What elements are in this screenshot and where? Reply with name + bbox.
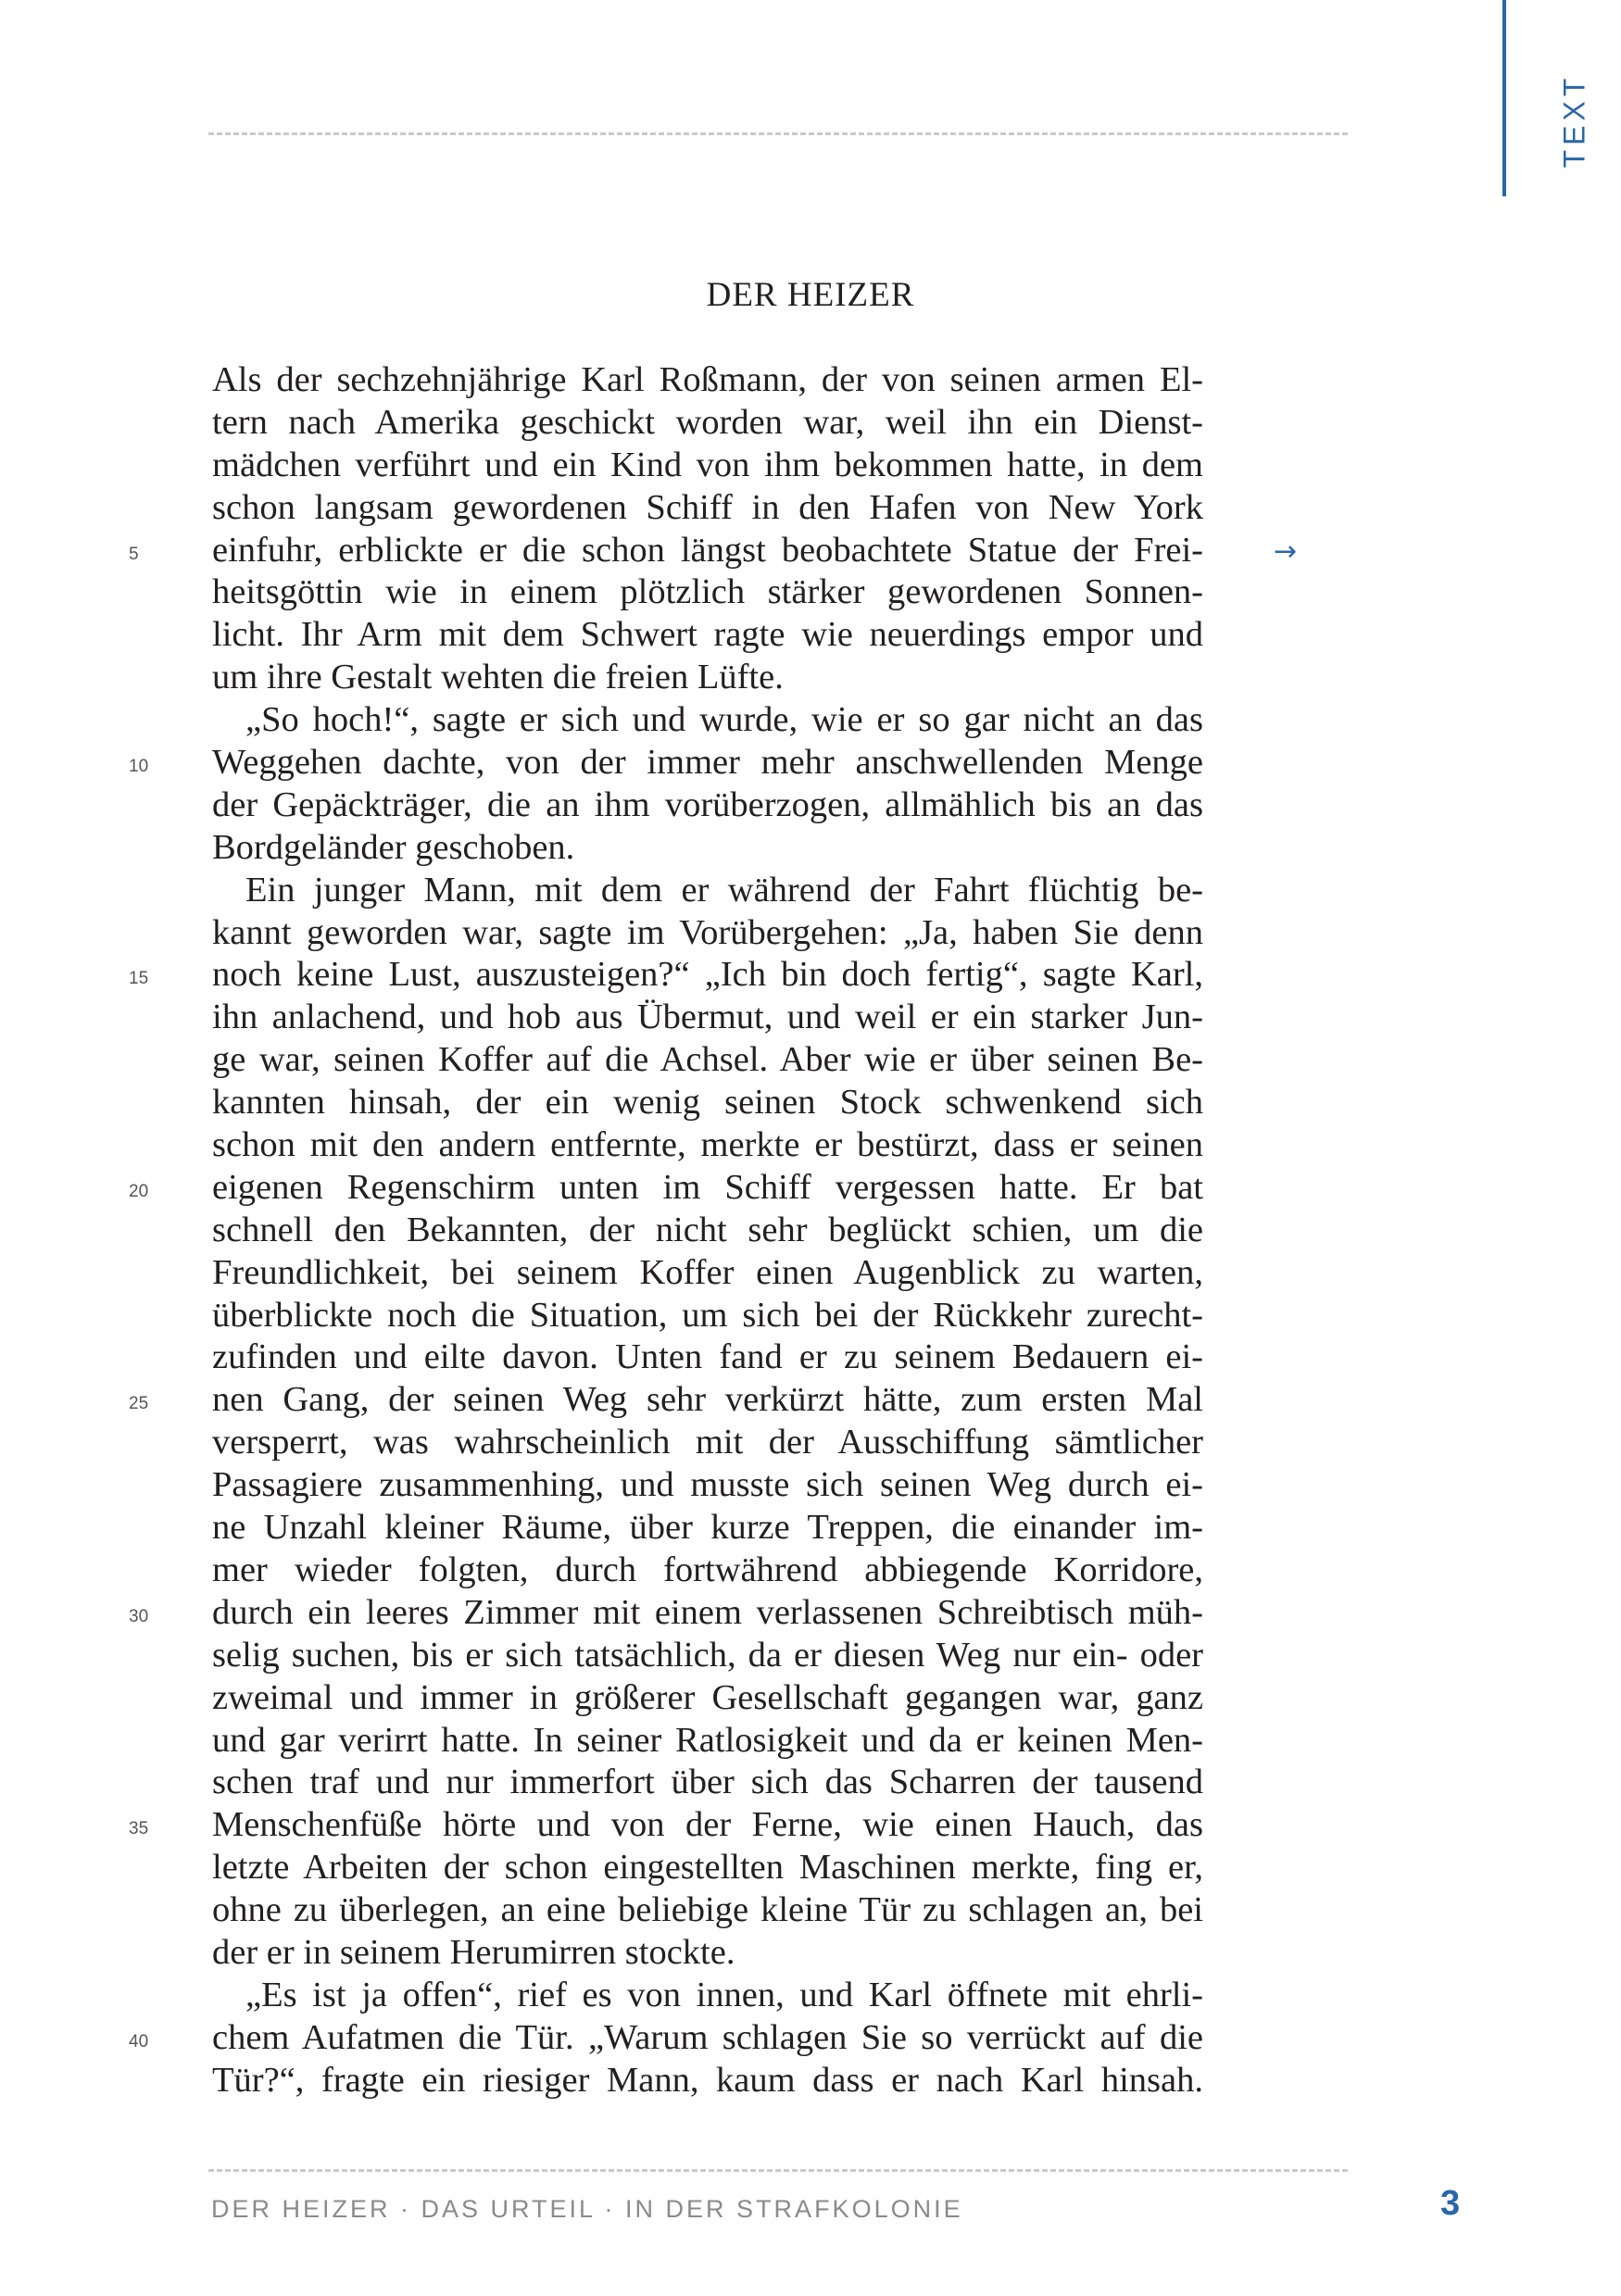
line-text: der er in seinem Herumirren stockte. (212, 1932, 735, 1972)
line-text: und gar verirrt hatte. In seiner Ratlosigkeit und da er keinen Men- (212, 1720, 1203, 1760)
line-number: 25 (129, 1394, 149, 1414)
margin-arrow-icon: → (1274, 535, 1298, 568)
bottom-dashed-rule (208, 2169, 1348, 2172)
line-text: tern nach Amerika geschickt worden war, weil ihn ein Dienst- (212, 402, 1203, 442)
text-line (212, 487, 1203, 530)
text-line (212, 1762, 1203, 1804)
line-number: 15 (129, 969, 149, 989)
line-text: noch keine Lust, auszusteigen?“ „Ich bin doch fertig“, sagte Karl, (212, 955, 1203, 995)
line-number: 5 (129, 544, 139, 564)
side-tab-label: TEXT (1557, 73, 1591, 169)
line-text: ge war, seinen Koffer auf die Achsel. Aber wie er über seinen Be- (212, 1040, 1203, 1080)
text-line (212, 1252, 1203, 1295)
text-line (212, 1464, 1203, 1507)
text-line (212, 1124, 1203, 1167)
line-text: schon langsam gewordenen Schiff in den Hafen von New York (212, 487, 1203, 527)
line-text: Passagiere zusammenhing, und musste sich seinen Weg durch ei- (212, 1465, 1203, 1505)
line-text: kannt geworden war, sagte im Vorübergehen: „Ja, haben Sie denn (212, 912, 1203, 952)
text-line (129, 530, 1203, 572)
line-text: schon mit den andern entfernte, merkte er bestürzt, dass er seinen (212, 1125, 1203, 1165)
text-line (212, 1422, 1203, 1464)
line-number: 30 (129, 1606, 149, 1626)
line-text: nen Gang, der seinen Weg sehr verkürzt hätte, zum ersten Mal (212, 1380, 1203, 1420)
line-text: Ein junger Mann, mit dem er während der Fahrt flüchtig be- (245, 870, 1203, 910)
line-text: um ihre Gestalt wehten die freien Lüfte. (212, 658, 784, 697)
line-text: einfuhr, erblickte er die schon längst beobachtete Statue der Frei- (212, 530, 1203, 570)
text-line (212, 827, 1203, 870)
line-text: heitsgöttin wie in einem plötzlich stärker gewordenen Sonnen- (212, 572, 1203, 612)
line-text: chem Aufatmen die Tür. „Warum schlagen Sie so verrückt auf die (212, 2017, 1203, 2057)
line-text: der Gepäckträger, die an ihm vorüberzogen, allmählich bis an das (212, 784, 1203, 824)
text-line (212, 359, 1203, 402)
text-line (129, 1167, 1203, 1210)
line-text: durch ein leeres Zimmer mit einem verlassenen Schreibtisch müh- (212, 1592, 1203, 1632)
text-line (212, 699, 1203, 742)
line-text: ihn anlachend, und hob aus Übermut, und weil er ein starker Jun- (212, 997, 1203, 1037)
text-line (212, 1720, 1203, 1763)
text-line (129, 1804, 1203, 1847)
line-text: letzte Arbeiten der schon eingestellten Maschinen merkte, fing er, (212, 1848, 1203, 1888)
line-text: ohne zu überlegen, an eine beliebige kleine Tür zu schlagen an, bei (212, 1890, 1203, 1930)
line-text: Freundlichkeit, bei seinem Koffer einen Augenblick zu warten, (212, 1252, 1203, 1292)
text-line (212, 657, 1203, 699)
line-text: mädchen verführt und ein Kind von ihm bekommen hatte, in dem (212, 445, 1203, 484)
line-text: schen traf und nur immerfort über sich das Scharren der tausend (212, 1763, 1203, 1802)
line-number: 40 (129, 2031, 149, 2051)
line-text: mer wieder folgten, durch fortwährend abbiegende Korridore, (212, 1549, 1203, 1589)
text-line (212, 571, 1203, 614)
line-text: zweimal und immer in größerer Gesellschaft gegangen war, ganz (212, 1677, 1203, 1717)
line-text: ne Unzahl kleiner Räume, über kurze Treppen, die einander im- (212, 1508, 1203, 1548)
line-text: schnell den Bekannten, der nicht sehr beglückt schien, um die (212, 1210, 1203, 1249)
line-text: zufinden und eilte davon. Unten fand er zu seinem Bedauern ei- (212, 1337, 1203, 1377)
text-line (212, 912, 1203, 955)
line-text: eigenen Regenschirm unten im Schiff vergessen hatte. Er bat (212, 1167, 1203, 1207)
text-line (212, 445, 1203, 487)
line-text: Tür?“, fragte ein riesiger Mann, kaum dass er nach Karl hinsah. (212, 2060, 1203, 2100)
line-text: „Es ist ja offen“, rief es von innen, und Karl öffnete mit ehrli- (245, 1975, 1203, 2014)
text-line (212, 1889, 1203, 1932)
line-text: Bordgeländer geschoben. (212, 827, 575, 867)
text-line (129, 1379, 1203, 1422)
text-line (129, 742, 1203, 784)
text-line (212, 1677, 1203, 1720)
line-text: selig suchen, bis er sich tatsächlich, da er diesen Weg nur ein- oder (212, 1635, 1203, 1675)
text-line (212, 1295, 1203, 1337)
text-line (212, 1039, 1203, 1082)
text-line (212, 614, 1203, 657)
running-footer-title: DER HEIZER · DAS URTEIL · IN DER STRAFKOLONIE (211, 2195, 963, 2223)
text-line (212, 997, 1203, 1039)
text-line (212, 1975, 1203, 2017)
line-text: Weggehen dachte, von der immer mehr anschwellenden Menge (212, 743, 1203, 783)
text-line (212, 784, 1203, 827)
text-line (129, 2017, 1203, 2060)
line-number: 10 (129, 757, 149, 777)
text-line (129, 954, 1203, 997)
text-line (212, 2060, 1203, 2102)
text-line (212, 1549, 1203, 1592)
side-tab-bar (1502, 0, 1506, 196)
top-dashed-rule (208, 132, 1348, 135)
text-line (212, 1336, 1203, 1379)
text-line (212, 1210, 1203, 1252)
line-text: licht. Ihr Arm mit dem Schwert ragte wie neuerdings empor und (212, 615, 1203, 655)
line-text: Als der sechzehnjährige Karl Roßmann, der von seinen armen El- (212, 360, 1203, 399)
line-text: kannten hinsah, der ein wenig seinen Stock schwenkend sich (212, 1083, 1203, 1123)
line-text: überblickte noch die Situation, um sich bei der Rückkehr zurecht- (212, 1295, 1203, 1335)
text-line (212, 402, 1203, 445)
text-line (212, 1082, 1203, 1124)
text-line (129, 1592, 1203, 1635)
line-number: 20 (129, 1181, 149, 1201)
text-line (212, 870, 1203, 912)
chapter-title: DER HEIZER (706, 276, 915, 314)
line-text: versperrt, was wahrscheinlich mit der Ausschiffung sämtlicher (212, 1423, 1203, 1462)
text-line (212, 1932, 1203, 1975)
line-number: 35 (129, 1819, 149, 1839)
text-line (212, 1507, 1203, 1549)
body-text (129, 359, 1203, 2102)
line-text: „So hoch!“, sagte er sich und wurde, wie er so gar nicht an das (245, 700, 1203, 740)
page-number: 3 (1440, 2184, 1461, 2223)
line-text: Menschenfüße hörte und von der Ferne, wie einen Hauch, das (212, 1805, 1203, 1845)
text-line (212, 1635, 1203, 1677)
text-line (212, 1847, 1203, 1889)
